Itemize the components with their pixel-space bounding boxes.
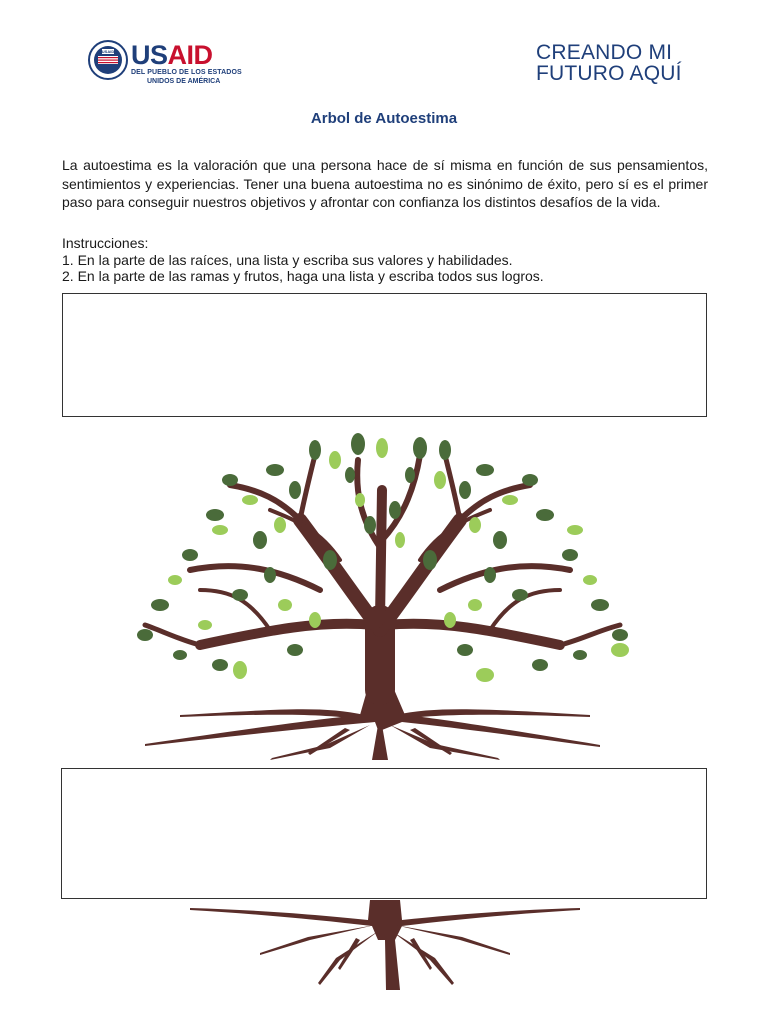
instruction-step-1: 1. En la parte de las raíces, una lista y escriba sus valores y habilidades. bbox=[62, 251, 513, 268]
program-line-2: FUTURO AQUÍ bbox=[536, 62, 682, 85]
usaid-subtitle-1: DEL PUEBLO DE LOS ESTADOS bbox=[131, 69, 242, 76]
usaid-us: US bbox=[131, 40, 168, 70]
program-line-1: CREANDO MI bbox=[536, 41, 673, 64]
intro-paragraph: La autoestima es la valoración que una persona hace de sí misma en función de sus pensamientos, sentimientos y experiencias. Tener una buena autoestima no es sinónimo de éxito, pero sí es el primer paso para conseguir nuestros objetivos y afrontar con confianza los distintos desafíos de la vida. bbox=[62, 157, 708, 210]
instructions-heading: Instrucciones: bbox=[62, 235, 149, 251]
roots-illustration bbox=[190, 900, 580, 990]
values-skills-writing-box[interactable] bbox=[61, 768, 707, 899]
seal-text: USAID bbox=[101, 49, 115, 55]
page-header bbox=[0, 0, 768, 100]
usaid-wordmark bbox=[131, 42, 242, 68]
program-logo bbox=[536, 42, 682, 84]
usaid-subtitle-2: UNIDOS DE AMÉRICA bbox=[147, 78, 221, 85]
usaid-aid: AID bbox=[167, 40, 213, 70]
tree-illustration bbox=[120, 430, 640, 760]
usaid-logo bbox=[88, 40, 242, 86]
instructions bbox=[62, 235, 708, 285]
page-title: Arbol de Autoestima bbox=[310, 110, 458, 127]
tree-trunk-branches bbox=[145, 455, 620, 690]
achievements-writing-box[interactable] bbox=[62, 293, 707, 417]
usaid-seal-icon bbox=[88, 40, 128, 80]
instruction-step-2: 2. En la parte de las ramas y frutos, haga una lista y escriba todos sus logros. bbox=[62, 268, 544, 284]
